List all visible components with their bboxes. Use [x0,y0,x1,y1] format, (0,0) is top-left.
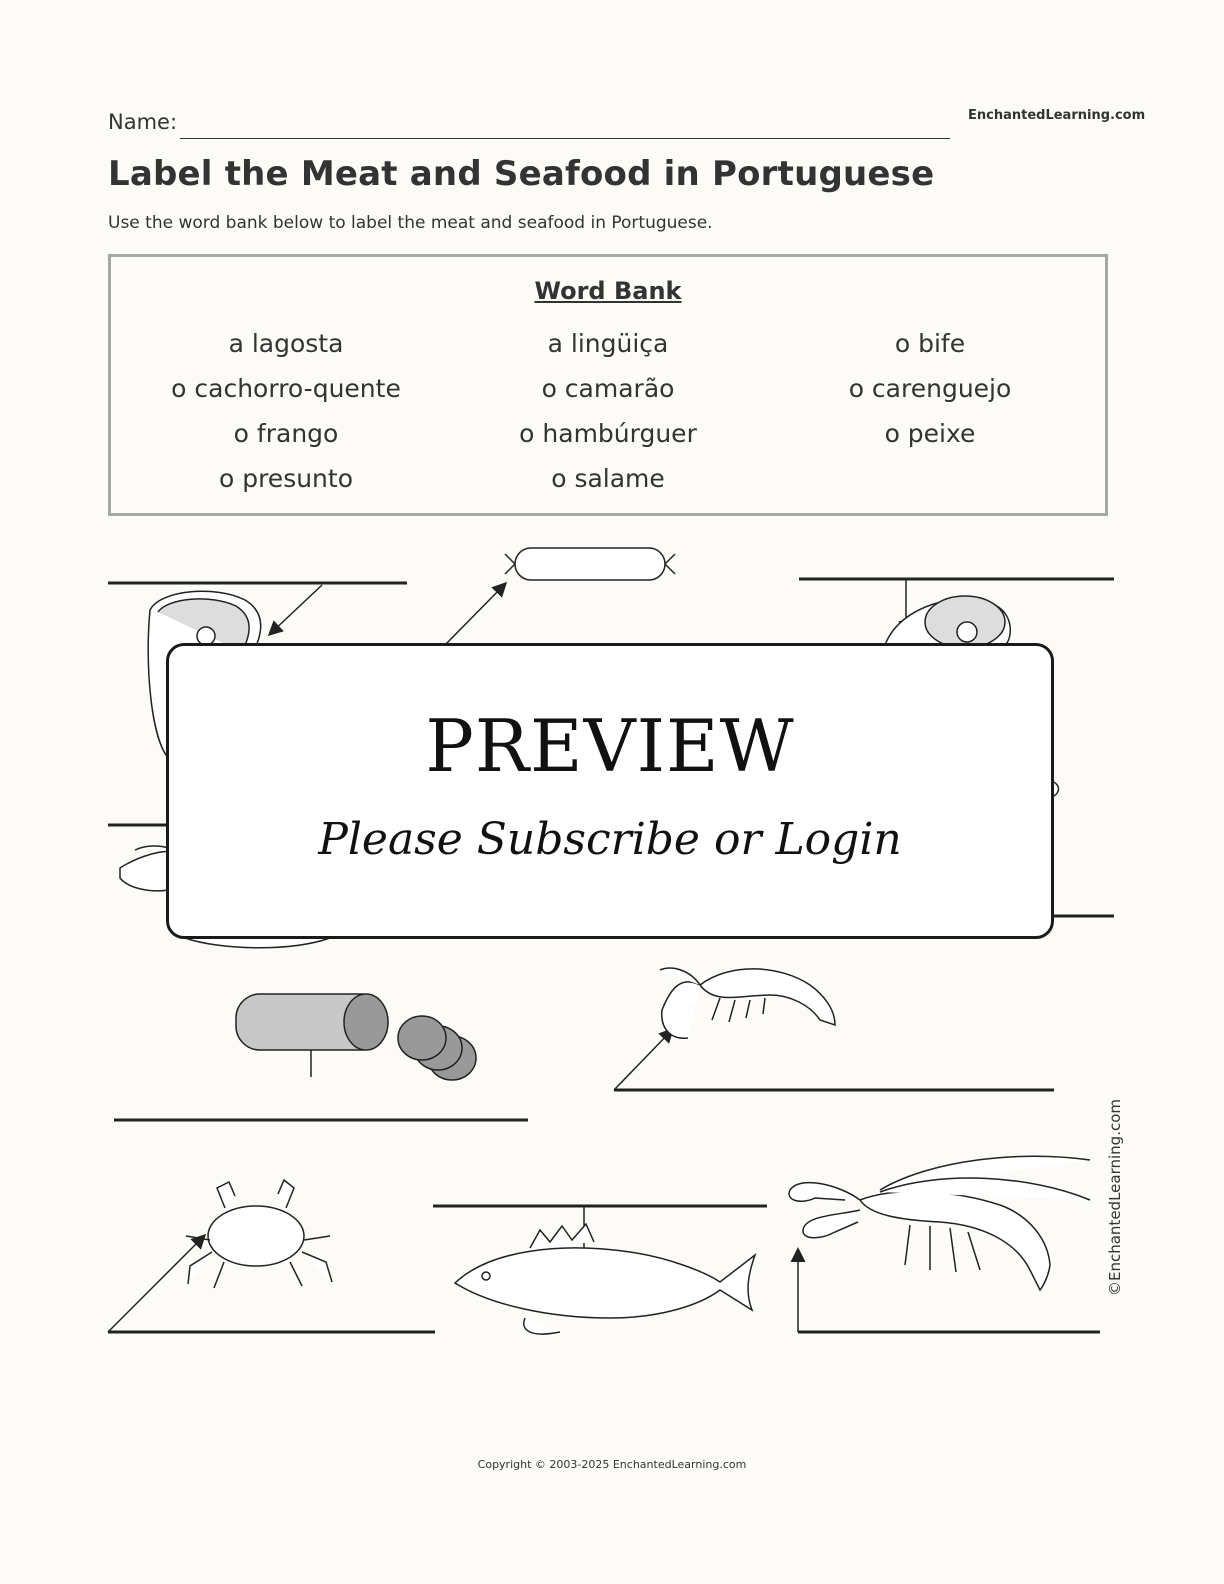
name-line [180,138,950,139]
pointer-arrow [108,1236,204,1332]
pointer-arrow [270,585,322,634]
word-bank-word: o carenguejo [848,374,1012,403]
site-logo[interactable]: EnchantedLearning.com [968,108,1146,123]
shrimp-icon [660,968,835,1038]
salami-icon [236,994,476,1080]
word-bank-title: Word Bank [534,277,682,305]
crab-icon [186,1180,332,1288]
word-bank-word: o bife [894,329,966,358]
chicken-icon [120,846,168,891]
instructions: Use the word bank below to label the meat and seafood in Portuguese. [108,213,713,233]
copyright: Copyright © 2003-2025 EnchantedLearning.com [477,1458,747,1471]
side-credit: ©EnchantedLearning.com [1106,1099,1124,1296]
name-label: Name: [108,110,178,134]
word-bank-word: o peixe [884,419,976,448]
word-bank-grid [125,321,1091,501]
word-bank-word: a lingüiça [547,329,669,358]
ham-icon [885,596,1010,648]
word-bank-word: a lagosta [228,329,344,358]
preview-overlay[interactable] [166,643,1054,939]
lobster-icon [789,1156,1090,1290]
word-bank-word: o camarão [541,374,675,403]
hamburger-icon [185,938,330,948]
word-bank-word: o presunto [218,464,354,493]
pointer-arrow [614,1030,672,1090]
word-bank-word: o hambúrguer [519,419,697,448]
preview-subtitle[interactable]: Please Subscribe or Login [318,814,902,865]
fish-icon [455,1224,755,1334]
word-bank-word: o frango [233,419,339,448]
page-title: Label the Meat and Seafood in Portuguese [108,154,935,194]
preview-title: PREVIEW [425,704,795,788]
sausage-icon [505,548,675,580]
hot-dog-icon [1054,782,1059,796]
word-bank-word: o cachorro-quente [171,374,401,403]
word-bank-word: o salame [551,464,665,493]
word-bank [108,254,1108,516]
pointer-arrow [445,584,505,645]
